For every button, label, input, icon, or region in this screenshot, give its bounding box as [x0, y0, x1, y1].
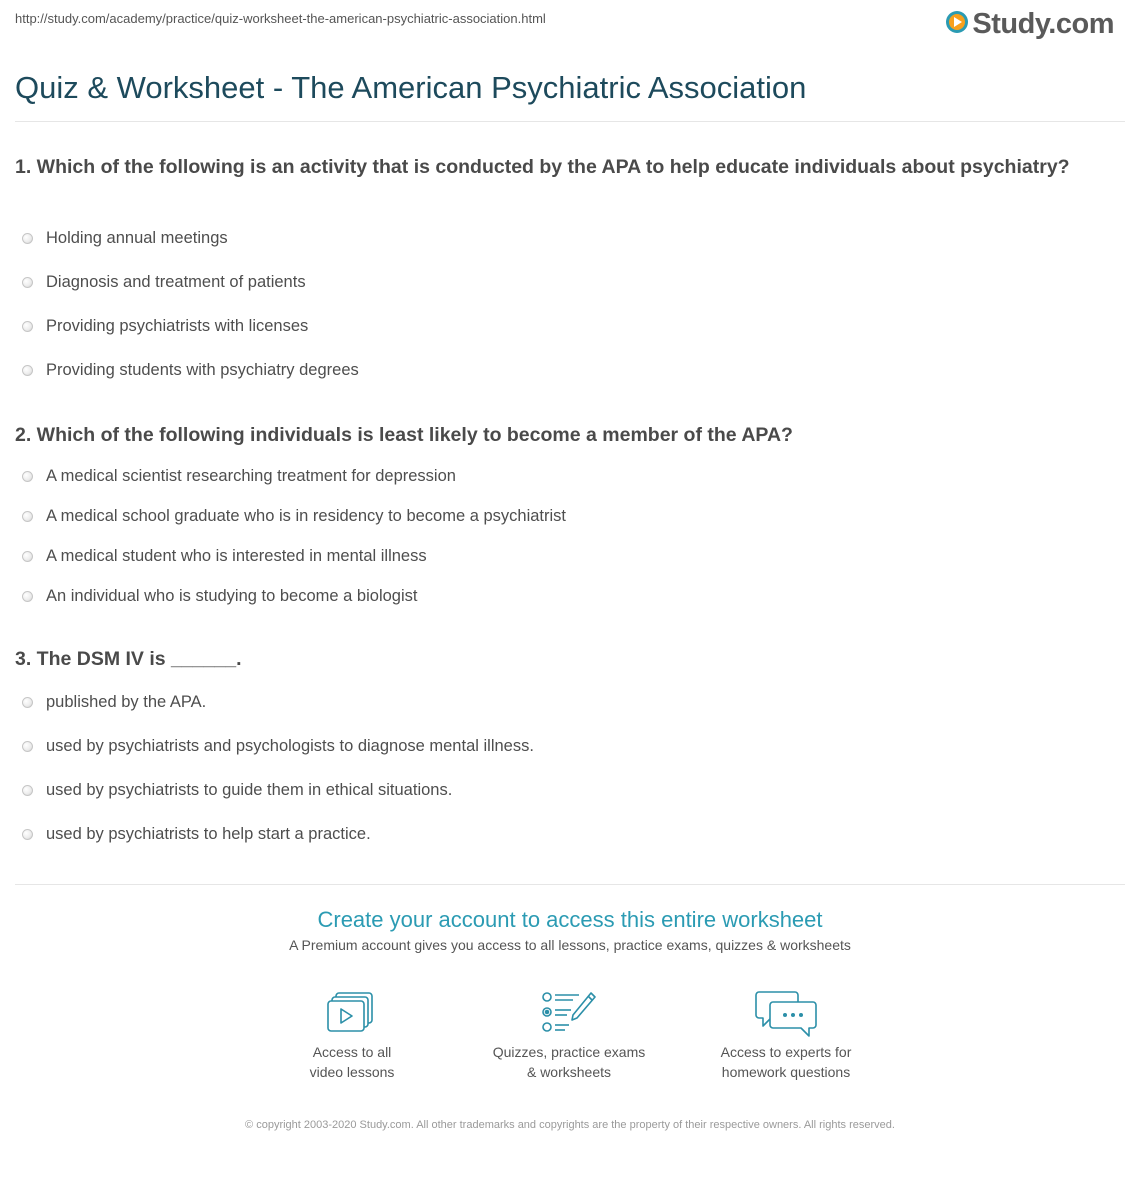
radio-button[interactable]: [22, 551, 33, 562]
radio-button[interactable]: [22, 277, 33, 288]
answer-option[interactable]: [22, 545, 427, 567]
answer-text: used by psychiatrists to help start a practice.: [46, 824, 371, 843]
answer-text: Holding annual meetings: [46, 228, 228, 247]
answer-text: An individual who is studying to become a biologist: [46, 586, 418, 605]
study-logo[interactable]: [945, 6, 1114, 42]
radio-button[interactable]: [22, 365, 33, 376]
answer-option[interactable]: [22, 315, 308, 337]
answer-option[interactable]: [22, 465, 456, 487]
copyright: © copyright 2003-2020 Study.com. All other trademarks and copyrights are the property of their respective owners. All rights reserved.: [245, 1119, 895, 1131]
answer-option[interactable]: [22, 823, 371, 845]
cta-subtitle: A Premium account gives you access to all lessons, practice exams, quizzes & worksheets: [289, 937, 851, 953]
section-divider: [15, 884, 1125, 885]
radio-button[interactable]: [22, 741, 33, 752]
feature-label: Access to experts for homework questions: [720, 1044, 852, 1080]
play-circle-icon: [945, 10, 969, 39]
feature-video-lessons: [252, 988, 452, 1082]
answer-option[interactable]: [22, 735, 534, 757]
question-2: 2. Which of the following individuals is least likely to become a member of the APA?: [15, 424, 793, 446]
logo-text: Study.com: [972, 7, 1114, 40]
answer-option[interactable]: [22, 271, 306, 293]
page-title: Quiz & Worksheet - The American Psychiatric Association: [15, 70, 807, 105]
answer-option[interactable]: [22, 691, 206, 713]
answer-option[interactable]: [22, 359, 359, 381]
title-divider: [15, 121, 1125, 122]
answer-option[interactable]: [22, 779, 452, 801]
answer-option[interactable]: [22, 227, 228, 249]
answer-text: Diagnosis and treatment of patients: [46, 272, 306, 291]
answer-text: used by psychiatrists to guide them in ethical situations.: [46, 780, 453, 799]
answer-text: Providing psychiatrists with licenses: [46, 316, 309, 335]
answer-text: A medical school graduate who is in residency to become a psychiatrist: [46, 506, 567, 525]
answer-text: published by the APA.: [46, 692, 207, 711]
answer-option[interactable]: [22, 585, 417, 607]
answer-text: Providing students with psychiatry degrees: [46, 360, 359, 379]
radio-button[interactable]: [22, 471, 33, 482]
feature-quizzes: [469, 988, 669, 1082]
answer-text: A medical student who is interested in mental illness: [46, 546, 427, 565]
quiz-checklist-icon: [469, 988, 669, 1038]
answer-text: used by psychiatrists and psychologists to diagnose mental illness.: [46, 736, 534, 755]
radio-button[interactable]: [22, 829, 33, 840]
page-url: http://study.com/academy/practice/quiz-worksheet-the-american-psychiatric-association.html: [15, 11, 546, 26]
answer-text: A medical scientist researching treatment for depression: [46, 466, 456, 485]
radio-button[interactable]: [22, 233, 33, 244]
feature-experts: [686, 988, 886, 1082]
chat-bubbles-icon: [686, 988, 886, 1038]
video-lessons-icon: [252, 988, 452, 1038]
radio-button[interactable]: [22, 591, 33, 602]
answer-option[interactable]: [22, 505, 566, 527]
radio-button[interactable]: [22, 697, 33, 708]
radio-button[interactable]: [22, 511, 33, 522]
question-3: 3. The DSM IV is ______.: [15, 648, 242, 670]
feature-label: Access to all video lessons: [309, 1044, 395, 1080]
feature-label: Quizzes, practice exams & worksheets: [492, 1044, 646, 1080]
radio-button[interactable]: [22, 785, 33, 796]
cta-title[interactable]: Create your account to access this entire worksheet: [317, 907, 823, 932]
radio-button[interactable]: [22, 321, 33, 332]
question-1: 1. Which of the following is an activity that is conducted by the APA to help educate individuals about psychiatry?: [15, 156, 1070, 178]
